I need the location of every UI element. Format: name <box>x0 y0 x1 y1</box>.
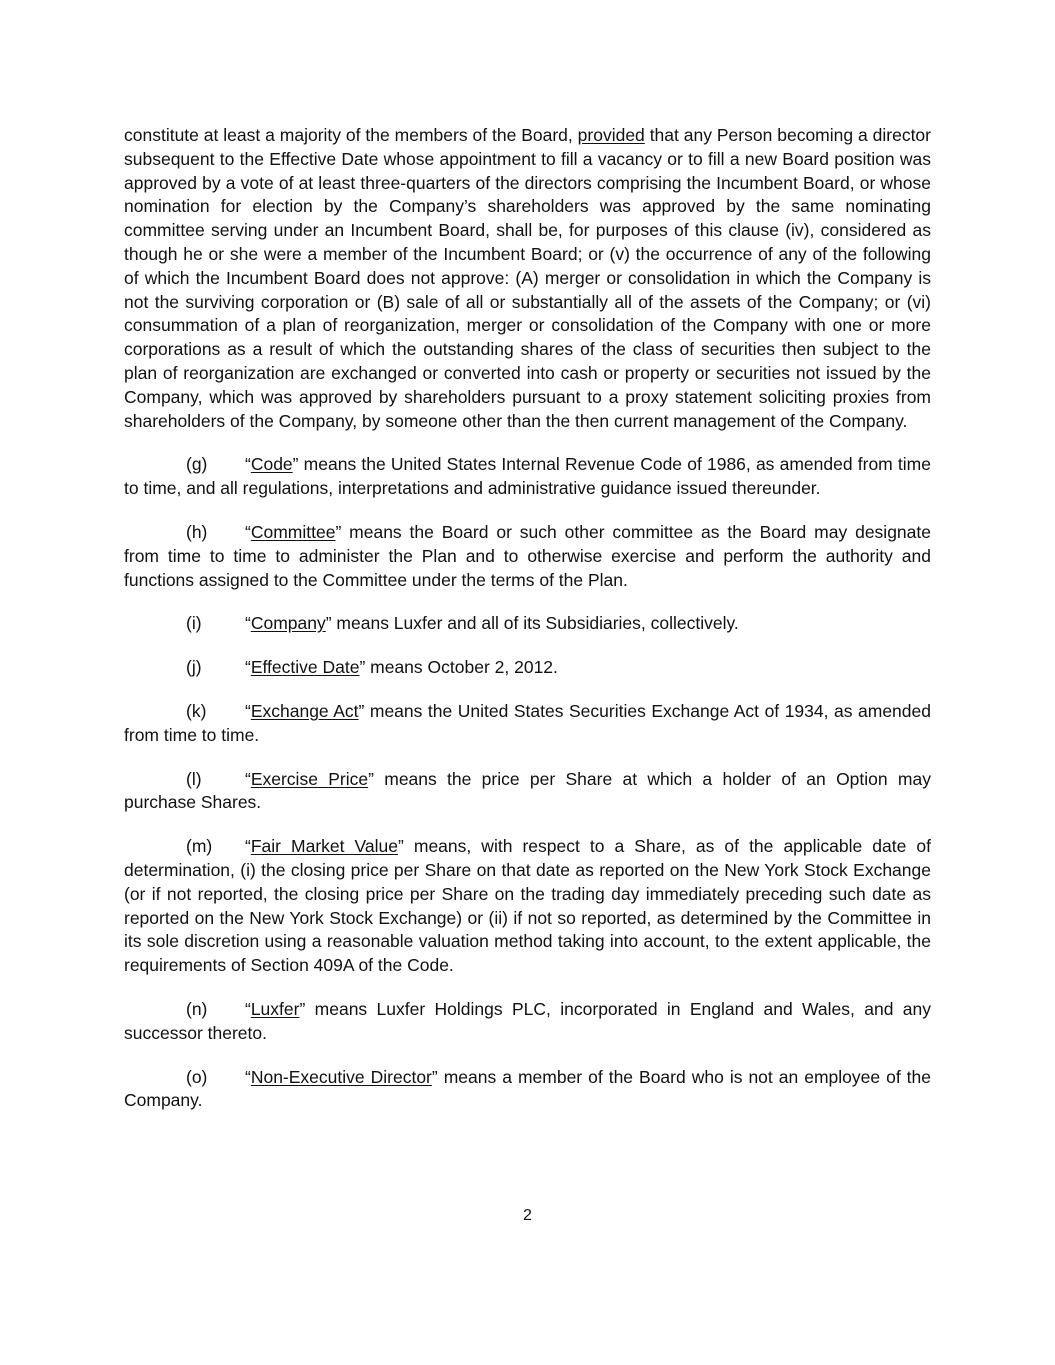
defined-term: Luxfer <box>250 998 300 1019</box>
defined-term: Non-Executive Director <box>250 1066 432 1087</box>
definition-text: ” means October 2, 2012. <box>359 657 558 678</box>
definition-text: ” means Luxfer Holdings PLC, incorporated in England and Wales, and any successor thereto. <box>124 998 931 1043</box>
page-number: 2 <box>523 1207 532 1224</box>
definition-number: (j) <box>186 657 202 678</box>
definition-l: (l) “Exercise Price” means the price per Share at which a holder of an Option may purchase Shares. <box>124 768 931 813</box>
definition-k: (k) “Exchange Act” means the United States Securities Exchange Act of 1934, as amended from time to time. <box>124 700 931 745</box>
definition-j: (j) “Effective Date” means October 2, 2012. <box>124 656 931 680</box>
definition-number: (m) <box>186 836 213 857</box>
defined-term: Code <box>250 454 293 475</box>
definition-o: (o) “Non-Executive Director” means a member of the Board who is not an employee of the Company. <box>124 1066 932 1111</box>
definition-number: (n) <box>186 998 208 1019</box>
definition-n: (n) “Luxfer” means Luxfer Holdings PLC, incorporated in England and Wales, and any successor thereto. <box>124 998 931 1043</box>
intro-paragraph <box>124 124 931 433</box>
definition-number: (o) <box>186 1066 208 1087</box>
provided-term: provided <box>577 125 645 145</box>
definition-number: (g) <box>186 454 208 475</box>
definition-text: ” means the price per Share at which a holder of an Option may purchase Shares. <box>124 768 931 813</box>
defined-term: Committee <box>250 521 336 542</box>
definition-number: (i) <box>186 613 202 634</box>
definition-text: ” means the United States Securities Exchange Act of 1934, as amended from time to time. <box>124 700 931 745</box>
definition-g: (g) “Code” means the United States Internal Revenue Code of 1986, as amended from time to time, and all regulations, interpretations and administrative guidance issued thereunder. <box>124 454 931 499</box>
defined-term: Exchange Act <box>250 700 359 721</box>
definition-text: ” means a member of the Board who is not an employee of the Company. <box>124 1066 932 1111</box>
definition-text: ” means the Board or such other committee as the Board may designate from time to time to administer the Plan and to otherwise exercise and perform the authority and functions assigned to the Committee under the terms of the Plan. <box>124 521 931 590</box>
definition-number: (h) <box>186 521 208 542</box>
intro-text-start: constitute at least a majority of the members of the Board, <box>124 125 578 145</box>
defined-term: Fair Market Value <box>250 836 398 857</box>
defined-term: Company <box>250 613 326 634</box>
definition-number: (k) <box>186 700 207 721</box>
definition-text: ” means, with respect to a Share, as of the applicable date of determination, (i) the closing price per Share on that date as reported on the New York Stock Exchange (or if not reported, the closing price per Share on the trading day immediately preceding such date as reported on the New York Stock Exchange) or (ii) if not so reported, as determined by the Committee in its sole discretion using a reasonable valuation method taking into account, to the extent applicable, the requirements of Section 409A of the Code. <box>124 836 931 976</box>
definition-number: (l) <box>186 768 202 789</box>
intro-text-rest: that any Person becoming a director subsequent to the Effective Date whose appointment to fill a vacancy or to fill a new Board position was approved by a vote of at least three-quarters of the directors comprising the Incumbent Board, or whose nomination for election by the Company’s shareholders was approved by the same nominating committee serving under an Incumbent Board, shall be, for purposes of this clause (iv), considered as though he or she were a member of the Incumbent Board; or (v) the occurrence of any of the following of which the Incumbent Board does not approve: (A) merger or consolidation in which the Company is not the surviving corporation or (B) sale of all or substantially all of the assets of the Company; or (vi) consummation of a plan of reorganization, merger or consolidation of the Company with one or more corporations as a result of which the outstanding shares of the class of securities then subject to the plan of reorganization are exchanged or converted into cash or property or securities not issued by the Company, which was approved by shareholders pursuant to a proxy statement soliciting proxies from shareholders of the Company, by someone other than the then current management of the Company. <box>124 125 931 431</box>
definition-text: ” means Luxfer and all of its Subsidiaries, collectively. <box>325 613 739 634</box>
definition-h: (h) “Committee” means the Board or such other committee as the Board may designate from time to time to administer the Plan and to otherwise exercise and perform the authority and functions assigned to the Committee under the terms of the Plan. <box>124 521 931 590</box>
definition-m: (m) “Fair Market Value” means, with respect to a Share, as of the applicable date of determination, (i) the closing price per Share on that date as reported on the New York Stock Exchange (or if not reported, the closing price per Share on the trading day immediately preceding such date as reported on the New York Stock Exchange) or (ii) if not so reported, as determined by the Committee in its sole discretion using a reasonable valuation method taking into account, to the extent applicable, the requirements of Section 409A of the Code. <box>124 836 931 976</box>
defined-term: Effective Date <box>250 657 360 678</box>
document-page <box>124 124 931 1133</box>
defined-term: Exercise Price <box>250 768 369 789</box>
definition-text: ” means the United States Internal Revenue Code of 1986, as amended from time to time, and all regulations, interpretations and administrative guidance issued thereunder. <box>124 454 931 499</box>
definition-i: (i) “Company” means Luxfer and all of its Subsidiaries, collectively. <box>124 612 931 636</box>
